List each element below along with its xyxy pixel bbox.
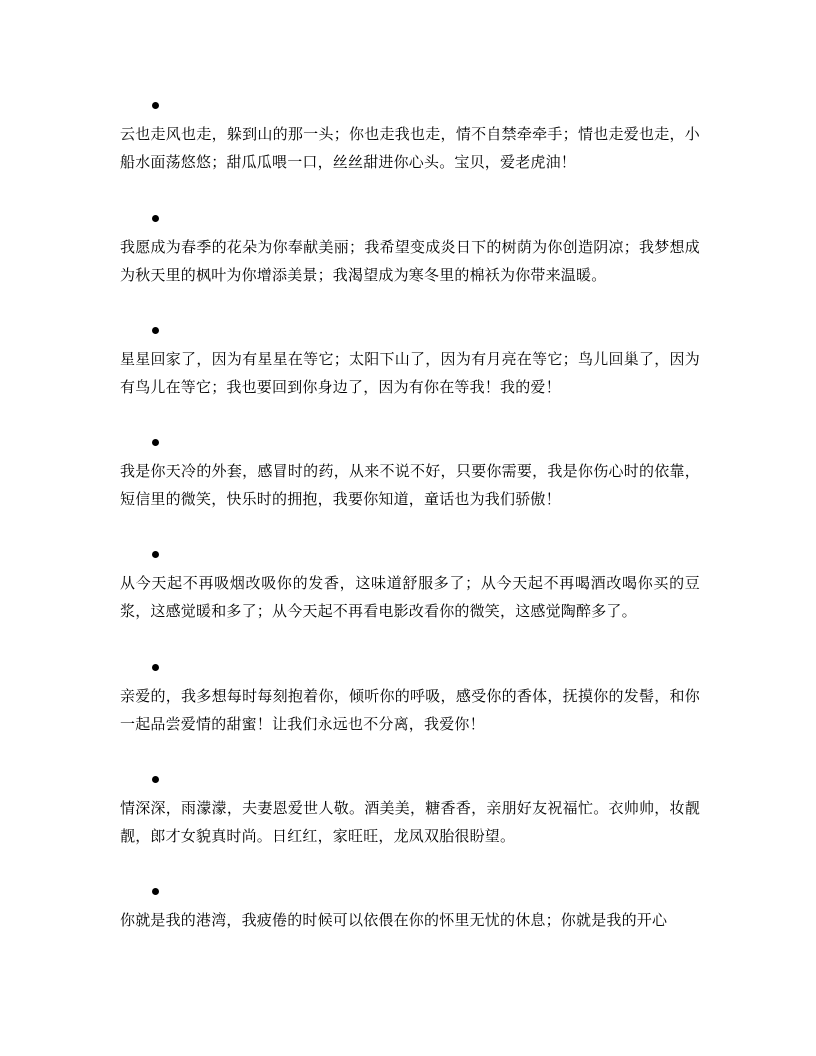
bullet-icon — [152, 215, 159, 222]
bullet-icon — [152, 439, 159, 446]
paragraph: 情深深，雨濛濛，夫妻恩爱世人敬。酒美美，糖香香，亲朋好友祝福忙。衣帅帅，妆靓靓，郎才女貌真时尚。日红红，家旺旺，龙凤双胎很盼望。 — [120, 799, 700, 845]
paragraph: 你就是我的港湾，我疲倦的时候可以依偎在你的怀里无忧的休息；你就是我的开心 — [120, 911, 668, 929]
bullet-icon — [152, 888, 159, 895]
bullet-icon — [152, 102, 159, 109]
bullet-icon — [152, 776, 159, 783]
paragraph: 亲爱的，我多想每时每刻抱着你，倾听你的呼吸，感受你的香体，抚摸你的发髻，和你一起品尝爱情的甜蜜！让我们永远也不分离，我爱你！ — [120, 687, 700, 733]
bullet-icon — [152, 551, 159, 558]
paragraph: 我愿成为春季的花朵为你奉献美丽；我希望变成炎日下的树荫为你创造阴凉；我梦想成为秋天里的枫叶为你增添美景；我渴望成为寒冬里的棉袄为你带来温暖。 — [120, 238, 700, 284]
bullet-icon — [152, 664, 159, 671]
paragraph: 星星回家了，因为有星星在等它；太阳下山了，因为有月亮在等它；鸟儿回巢了，因为有鸟儿在等它；我也要回到你身边了，因为有你在等我！我的爱！ — [120, 350, 700, 396]
paragraph: 我是你天冷的外套，感冒时的药，从来不说不好，只要你需要，我是你伤心时的依靠，短信里的微笑，快乐时的拥抱，我要你知道，童话也为我们骄傲！ — [120, 462, 700, 508]
paragraph: 云也走风也走，躲到山的那一头；你也走我也走，情不自禁牵牵手；情也走爱也走，小船水面荡悠悠；甜瓜瓜喂一口，丝丝甜进你心头。宝贝，爱老虎油！ — [120, 125, 700, 171]
paragraph: 从今天起不再吸烟改吸你的发香，这味道舒服多了；从今天起不再喝酒改喝你买的豆浆，这感觉暖和多了；从今天起不再看电影改看你的微笑，这感觉陶醉多了。 — [120, 574, 700, 620]
bullet-icon — [152, 327, 159, 334]
